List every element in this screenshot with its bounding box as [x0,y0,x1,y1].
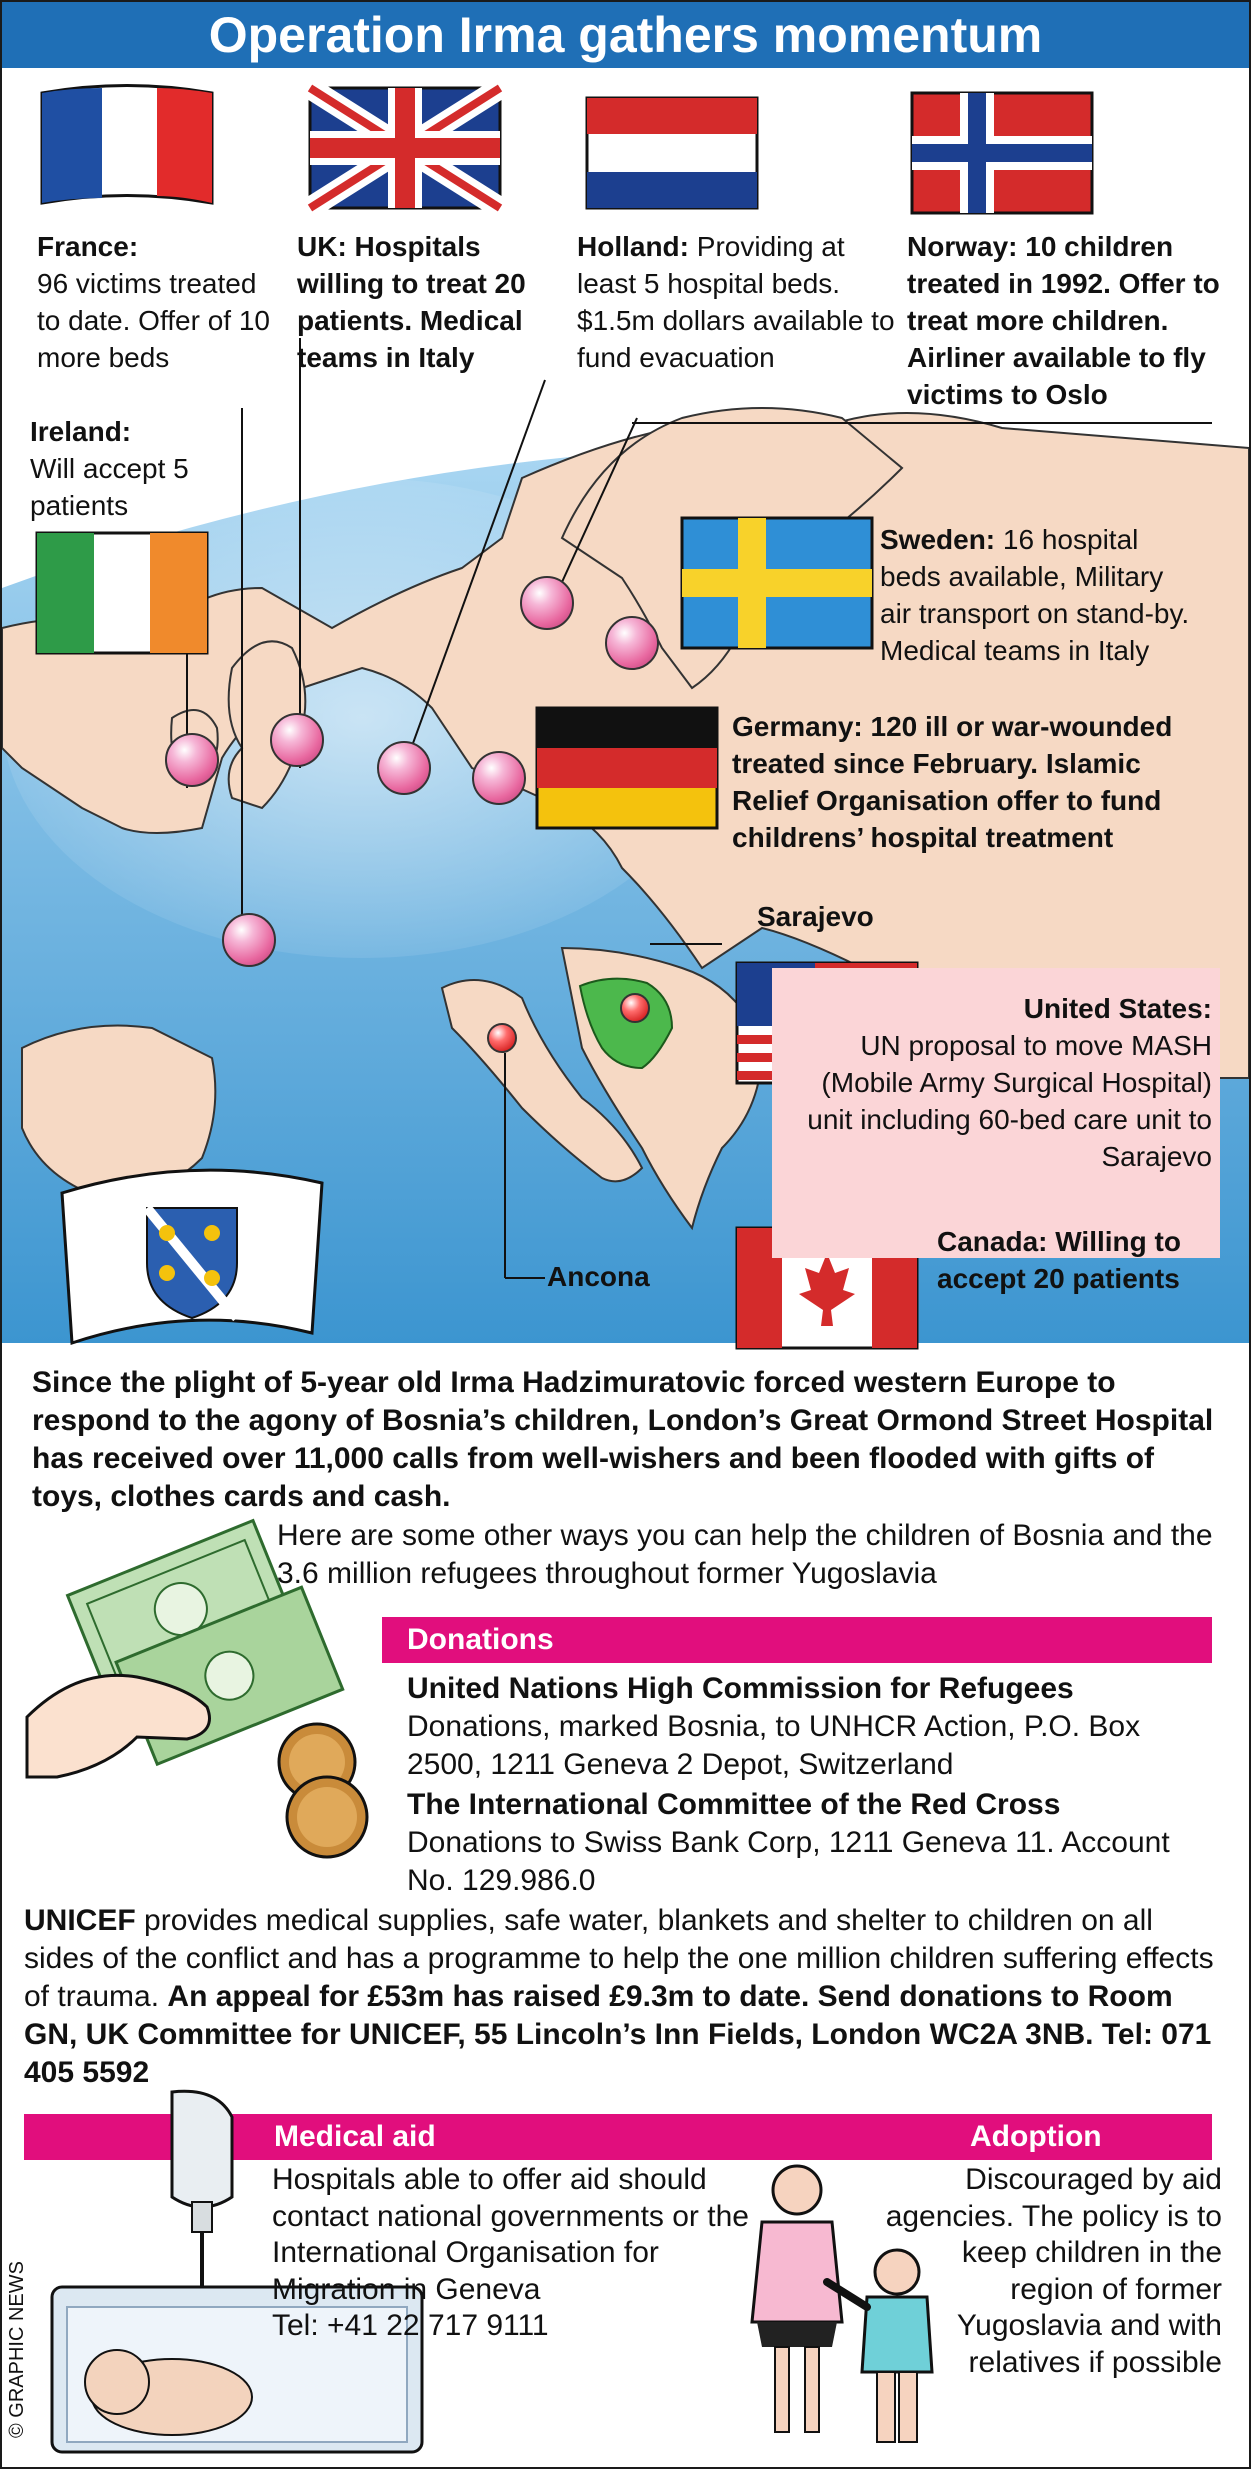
iv-drip-icon [172,2091,232,2207]
unicef-paragraph: UNICEF provides medical supplies, safe water, blankets and shelter to children on all sides of the conflict and has a programme to help the one million children suffering effects of trauma. An appeal for £53m has raised £9.3m to date. Send donations to Room GN, UK Committee for UNICEF, 55 Lincoln’s Inn Fields, London WC2A 3NB. Tel: 071 405 5592 [24,1904,1214,2089]
pin-holland [377,741,431,795]
flag-ireland-icon [27,523,217,663]
caption-canada: Canada: Willing to accept 20 patients [937,1226,1181,1294]
caption-france: France: 96 victims treated to date. Offer of 10 more beds [37,231,270,373]
caption-ireland: Ireland: Will accept 5 patients [30,416,189,521]
icrc-address: Donations to Swiss Bank Corp, 1211 Geneva 11. Account No. 129.986.0 [407,1826,1170,1897]
europe-map [2,68,1249,1343]
caption-uk: UK: Hospitals willing to treat 20 patients. Medical teams in Italy [297,231,526,373]
caption-holland: Holland: Providing at least 5 hospital beds. $1.5m dollars available to fund evacuation [577,231,895,373]
pin-ancona [487,1023,517,1053]
label-sarajevo: Sarajevo [757,901,874,932]
pin-ireland [165,733,219,787]
pin-sweden [605,616,659,670]
flag-germany-icon [527,698,727,838]
flag-holland-icon [577,88,767,218]
hand [27,1675,210,1777]
pin-uk [270,713,324,767]
icrc-title: The International Committee of the Red Cross [407,1788,1061,1821]
caption-germany: Germany: 120 ill or war-wounded treated since February. Islamic Relief Organisation offer to fund childrens’ hospital treatment [732,711,1173,853]
donations-heading: Donations [382,1617,1212,1663]
medical-aid-text: Hospitals able to offer aid should contact national governments or the International Organisation for Migration in Geneva Tel: +41 22 717 9111 [272,2163,749,2342]
caption-norway: Norway: 10 children treated in 1992. Offer to treat more children. Airliner available to fly victims to Oslo [907,231,1220,410]
medical-aid-heading: Medical aid [274,2120,436,2153]
adoption-heading: Adoption [970,2120,1102,2153]
flag-uk-icon [300,78,510,218]
intro-bold: Since the plight of 5-year old Irma Hadzimuratovic forced western Europe to respond to the agony of Bosnia’s children, London’s Great Ormond Street Hospital has received over 11,000 calls from well-wishers and been flooded with gifts of toys, clothes cards and cash. [32,1366,1214,1513]
caption-united-states: United States: UN proposal to move MASH (Mobile Army Surgical Hospital) unit including 60-bed care unit to Sarajevo [807,993,1212,1172]
credit-line: © GRAPHIC NEWS [6,2261,28,2438]
unhcr-address: Donations, marked Bosnia, to UNHCR Action, P.O. Box 2500, 1211 Geneva 2 Depot, Switzerland [407,1710,1141,1781]
flag-norway-icon [902,83,1102,223]
pin-germany [472,751,526,805]
caption-sweden: Sweden: 16 hospital beds available, Military air transport on stand-by. Medical teams in Italy [880,524,1190,666]
page-title: Operation Irma gathers momentum [2,2,1249,68]
intro-normal: Here are some other ways you can help the children of Bosnia and the 3.6 million refugees throughout former Yugoslavia [277,1519,1213,1590]
unhcr-title: United Nations High Commission for Refugees [407,1672,1074,1705]
flag-sweden-icon [672,508,882,658]
pin-france [222,913,276,967]
adoption-text: Discouraged by aid agencies. The policy is to keep children in the region of former Yugoslavia and with relatives if possible [885,2163,1222,2379]
flag-france-icon [32,78,222,218]
pin-norway [520,576,574,630]
label-ancona: Ancona [547,1261,650,1292]
coins-icon [267,1717,387,1867]
pin-sarajevo [620,993,650,1023]
flag-bosnia-icon [42,1153,342,1353]
